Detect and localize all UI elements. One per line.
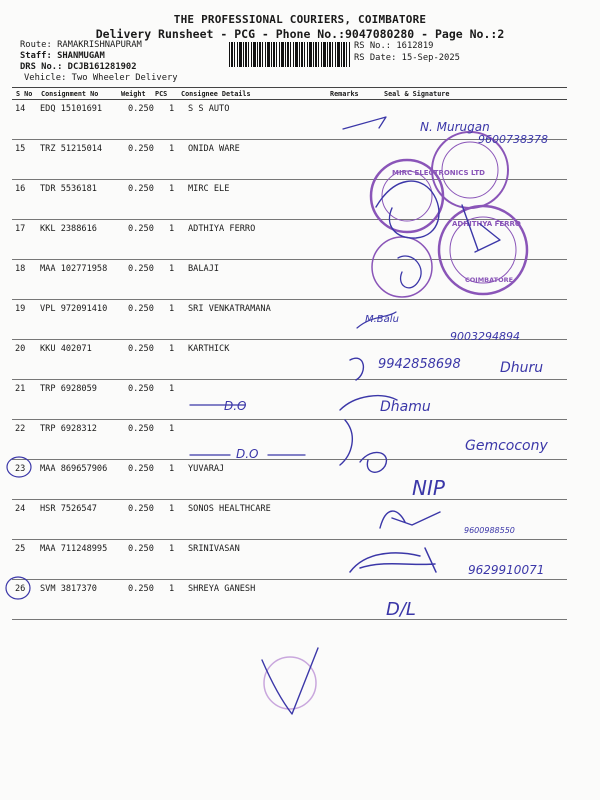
barcode-image xyxy=(229,42,351,67)
row-sno: 17 xyxy=(15,224,26,234)
sig1-name-text: N. Murugan xyxy=(420,120,490,134)
row-sno: 14 xyxy=(15,104,26,114)
row-weight: 0.250 xyxy=(128,144,154,154)
ditto-row21-text: D.O xyxy=(224,399,247,413)
table-row xyxy=(12,499,567,540)
row-sno: 19 xyxy=(15,304,26,314)
route-label: Route: RAMAKRISHNAPURAM xyxy=(20,40,142,50)
table-row xyxy=(12,139,567,180)
sig19-phone-text: 9003294894 xyxy=(450,330,520,343)
stamp-mirc-text: MIRC ELECTRONICS LTD xyxy=(392,169,485,177)
row-consignee: S S AUTO xyxy=(188,104,230,114)
row-consignee: ADTHIYA FERRO xyxy=(188,224,256,234)
phone-row25-text: 9629910071 xyxy=(468,563,545,577)
row-sno: 26 xyxy=(15,584,26,594)
rs-number: RS No.: 1612819 xyxy=(354,41,434,51)
sig20-phone-text: 9942858698 xyxy=(378,357,461,372)
row-weight: 0.250 xyxy=(128,104,154,114)
col-header-remarks: Remarks xyxy=(330,90,359,98)
vehicle-label: Vehicle: Two Wheeler Delivery xyxy=(24,73,178,83)
table-row xyxy=(12,379,567,420)
row-weight: 0.250 xyxy=(128,304,154,314)
stamp-adhithya-text: ADHITHYA FERRO xyxy=(452,220,521,228)
row-pcs: 1 xyxy=(169,464,175,474)
row-consignee: ONIDA WARE xyxy=(188,144,240,154)
row-sno: 16 xyxy=(15,184,26,194)
table-row xyxy=(12,579,567,620)
col-header-pcs: PCS xyxy=(155,90,168,98)
row-pcs: 1 xyxy=(169,384,175,394)
sig19-name-text: M.Balu xyxy=(365,314,399,325)
sig1-phone-text: 9600738378 xyxy=(478,133,548,146)
table-row xyxy=(12,179,567,220)
row-sno: 22 xyxy=(15,424,26,434)
row-weight: 0.250 xyxy=(128,424,154,434)
col-header-sno: S No xyxy=(16,90,33,98)
row-pcs: 1 xyxy=(169,544,175,554)
col-header-seal: Seal & Signature xyxy=(384,90,450,98)
row-pcs: 1 xyxy=(169,224,175,234)
row-sno: 18 xyxy=(15,264,26,274)
sig21-name-text: Dhamu xyxy=(380,399,431,415)
drs-number: DRS No.: DCJB161281902 xyxy=(20,62,137,72)
row-weight: 0.250 xyxy=(128,584,154,594)
row-weight: 0.250 xyxy=(128,504,154,514)
table-row xyxy=(12,339,567,380)
col-header-consignment: Consignment No xyxy=(41,90,99,98)
row-pcs: 1 xyxy=(169,584,175,594)
table-top-border xyxy=(12,87,567,88)
table-row xyxy=(12,539,567,580)
table-row xyxy=(12,459,567,500)
col-header-consignee: Consignee Details xyxy=(181,90,251,98)
staff-label: Staff: SHANMUGAM xyxy=(20,51,105,61)
row-weight: 0.250 xyxy=(128,264,154,274)
runsheet-title: Delivery Runsheet - PCG - Phone No.:9047080280 - Page No.:2 xyxy=(95,27,505,41)
row-consignment: TRZ 51215014 xyxy=(40,144,103,154)
row-consignment: HSR 7526547 xyxy=(40,504,97,514)
row-consignment: TDR 5536181 xyxy=(40,184,97,194)
stamp-circle-faded xyxy=(264,657,316,709)
row-consignment: KKU 402071 xyxy=(40,344,92,354)
row-consignment: MAA 102771958 xyxy=(40,264,108,274)
row-weight: 0.250 xyxy=(128,344,154,354)
nip-text: NIP xyxy=(412,476,445,500)
row-consignment: MAA 869657906 xyxy=(40,464,108,474)
row-pcs: 1 xyxy=(169,504,175,514)
row-pcs: 1 xyxy=(169,144,175,154)
dl-text: D/L xyxy=(386,599,416,620)
row-sno: 20 xyxy=(15,344,26,354)
row-weight: 0.250 xyxy=(128,544,154,554)
phone-row24-text: 9600988550 xyxy=(464,526,515,535)
sig22-text: Gemcocony xyxy=(465,438,548,454)
row-consignee: YUVARAJ xyxy=(188,464,225,474)
rs-date: RS Date: 15-Sep-2025 xyxy=(354,53,460,63)
row-consignee: SRI VENKATRAMANA xyxy=(188,304,271,314)
row-consignee: BALAJI xyxy=(188,264,220,274)
row-consignment: VPL 972091410 xyxy=(40,304,108,314)
row-consignment: MAA 711248995 xyxy=(40,544,108,554)
row-pcs: 1 xyxy=(169,104,175,114)
table-row xyxy=(12,259,567,300)
row-consignee: MIRC ELE xyxy=(188,184,230,194)
table-row xyxy=(12,219,567,260)
row-sno: 21 xyxy=(15,384,26,394)
row-pcs: 1 xyxy=(169,264,175,274)
row-consignment: TRP 6928312 xyxy=(40,424,97,434)
check-mark-bottom xyxy=(262,648,318,714)
row-consignee: SRINIVASAN xyxy=(188,544,240,554)
row-weight: 0.250 xyxy=(128,464,154,474)
row-consignee: SONOS HEALTHCARE xyxy=(188,504,271,514)
table-row xyxy=(12,99,567,140)
row-consignment: SVM 3817370 xyxy=(40,584,97,594)
row-consignment: KKL 2388616 xyxy=(40,224,97,234)
row-sno: 15 xyxy=(15,144,26,154)
row-sno: 24 xyxy=(15,504,26,514)
table-row xyxy=(12,419,567,460)
sig20-name-text: Dhuru xyxy=(500,360,544,376)
table-row xyxy=(12,299,567,340)
ditto-row22-text: D.O xyxy=(236,447,259,461)
company-name: THE PROFESSIONAL COURIERS, COIMBATORE xyxy=(173,13,427,26)
row-consignment: TRP 6928059 xyxy=(40,384,97,394)
stamp-coimbatore-text: COIMBATORE xyxy=(465,276,514,284)
row-sno: 25 xyxy=(15,544,26,554)
row-sno: 23 xyxy=(15,464,26,474)
row-pcs: 1 xyxy=(169,344,175,354)
row-weight: 0.250 xyxy=(128,384,154,394)
row-consignee: KARTHICK xyxy=(188,344,230,354)
row-consignment: EDQ 15101691 xyxy=(40,104,103,114)
row-pcs: 1 xyxy=(169,304,175,314)
row-weight: 0.250 xyxy=(128,224,154,234)
row-pcs: 1 xyxy=(169,184,175,194)
row-weight: 0.250 xyxy=(128,184,154,194)
col-header-weight: Weight xyxy=(121,90,146,98)
row-consignee: SHREYA GANESH xyxy=(188,584,256,594)
row-pcs: 1 xyxy=(169,424,175,434)
